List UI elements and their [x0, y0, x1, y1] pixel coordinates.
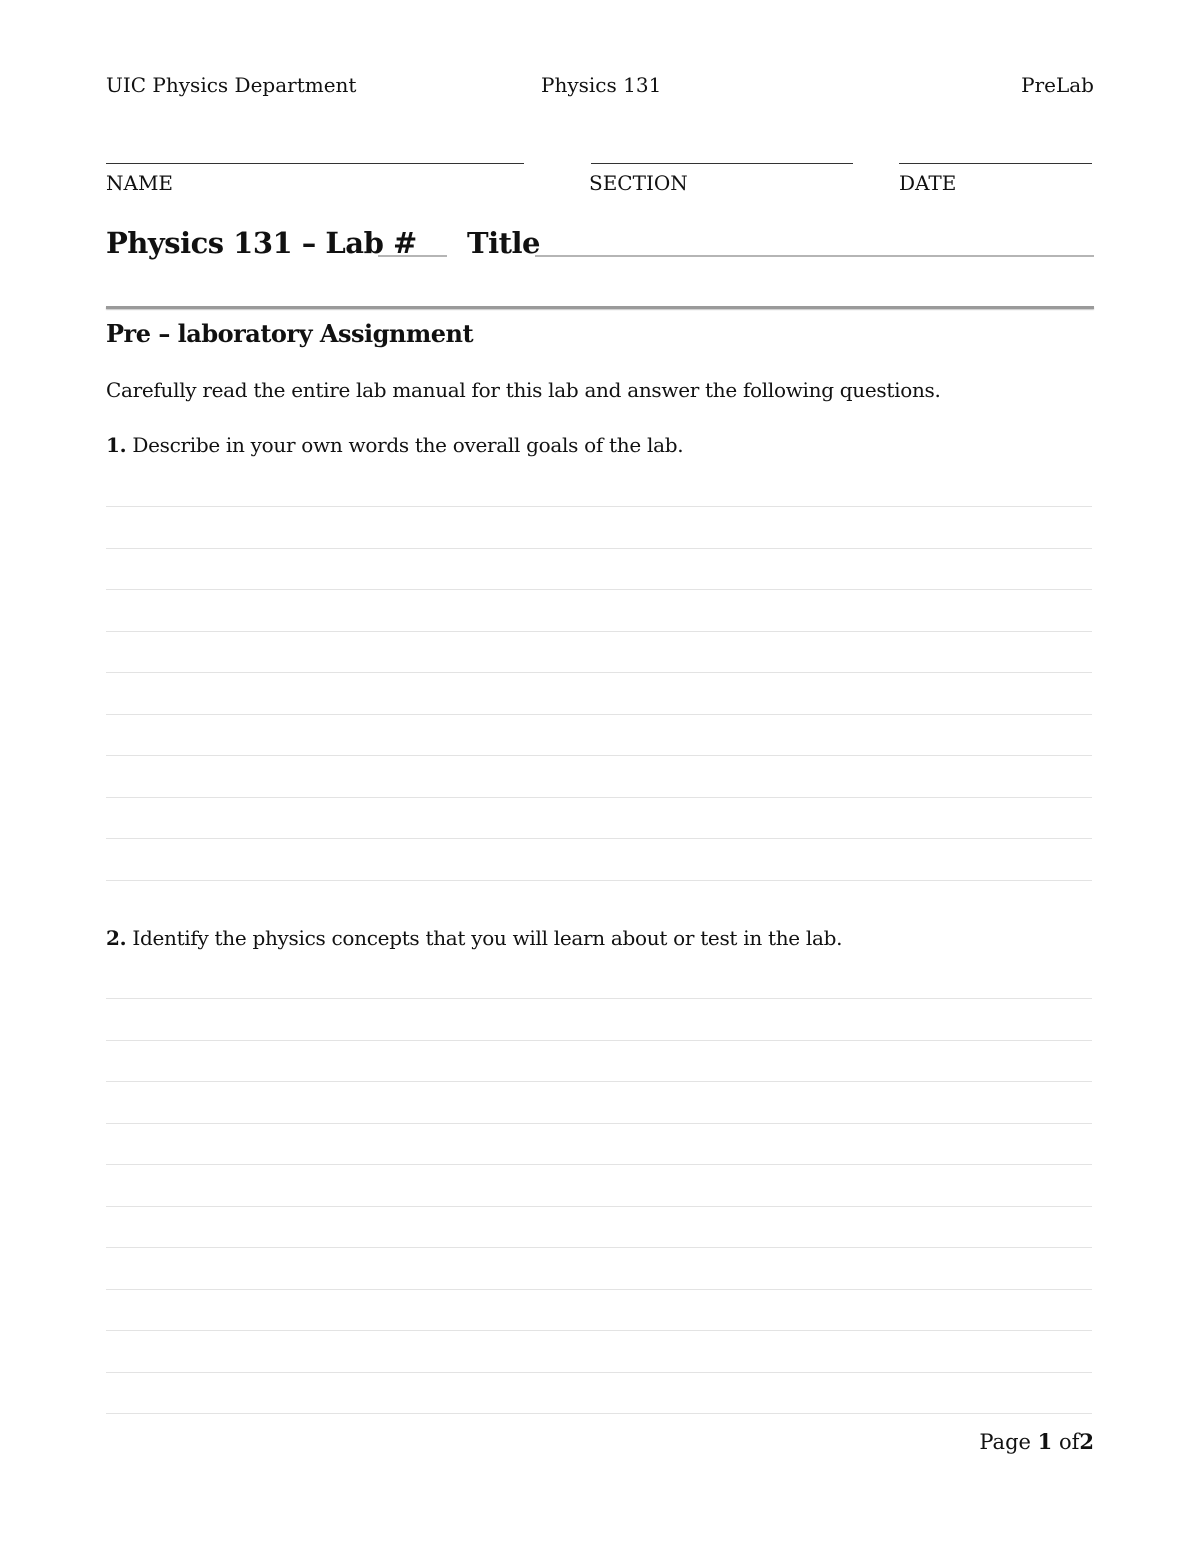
question-1-number: 1.	[106, 433, 127, 457]
assignment-heading: Pre – laboratory Assignment	[106, 319, 474, 348]
question-1	[106, 432, 683, 458]
answer-line	[106, 1081, 1092, 1082]
answer-line	[106, 672, 1092, 673]
question-1-text: Describe in your own words the overall goals of the lab.	[132, 433, 684, 457]
answer-line	[106, 1206, 1092, 1207]
section-field-line[interactable]	[591, 163, 853, 164]
page-number	[979, 1428, 1094, 1456]
header-prelab: PreLab	[1021, 73, 1094, 97]
date-field-line[interactable]	[899, 163, 1092, 164]
page-of-word: of	[1058, 1430, 1080, 1454]
page-total: 2	[1079, 1429, 1094, 1454]
answer-line	[106, 880, 1092, 881]
answer-line	[106, 1330, 1092, 1331]
name-label: NAME	[106, 171, 174, 195]
header-department: UIC Physics Department	[106, 73, 357, 97]
answer-line	[106, 1123, 1092, 1124]
answer-line	[106, 506, 1092, 507]
title-blank[interactable]	[535, 255, 1094, 257]
answer-line	[106, 998, 1092, 999]
answer-line	[106, 1289, 1092, 1290]
question-2-number: 2.	[106, 926, 127, 950]
answer-line	[106, 1372, 1092, 1373]
section-divider	[106, 306, 1094, 309]
name-field-line[interactable]	[106, 163, 524, 164]
answer-line	[106, 714, 1092, 715]
page-word: Page	[979, 1430, 1031, 1454]
page-current: 1	[1037, 1429, 1053, 1454]
lab-number-label: Physics 131 – Lab #	[106, 226, 417, 260]
answer-line	[106, 1413, 1092, 1414]
answer-line	[106, 589, 1092, 590]
question-2-answer-area[interactable]	[106, 998, 1092, 1414]
answer-line	[106, 548, 1092, 549]
date-label: DATE	[899, 171, 957, 195]
question-1-answer-area[interactable]	[106, 506, 1092, 880]
header-course: Physics 131	[541, 73, 662, 97]
title-label: Title	[467, 226, 540, 260]
answer-line	[106, 631, 1092, 632]
question-2-text: Identify the physics concepts that you will learn about or test in the lab.	[132, 926, 843, 950]
section-label: SECTION	[589, 171, 688, 195]
answer-line	[106, 755, 1092, 756]
answer-line	[106, 1247, 1092, 1248]
answer-line	[106, 797, 1092, 798]
lab-number-blank[interactable]	[378, 255, 447, 257]
answer-line	[106, 838, 1092, 839]
answer-line	[106, 1164, 1092, 1165]
question-2	[106, 925, 842, 951]
answer-line	[106, 1040, 1092, 1041]
assignment-instructions: Carefully read the entire lab manual for this lab and answer the following questions.	[106, 378, 941, 402]
